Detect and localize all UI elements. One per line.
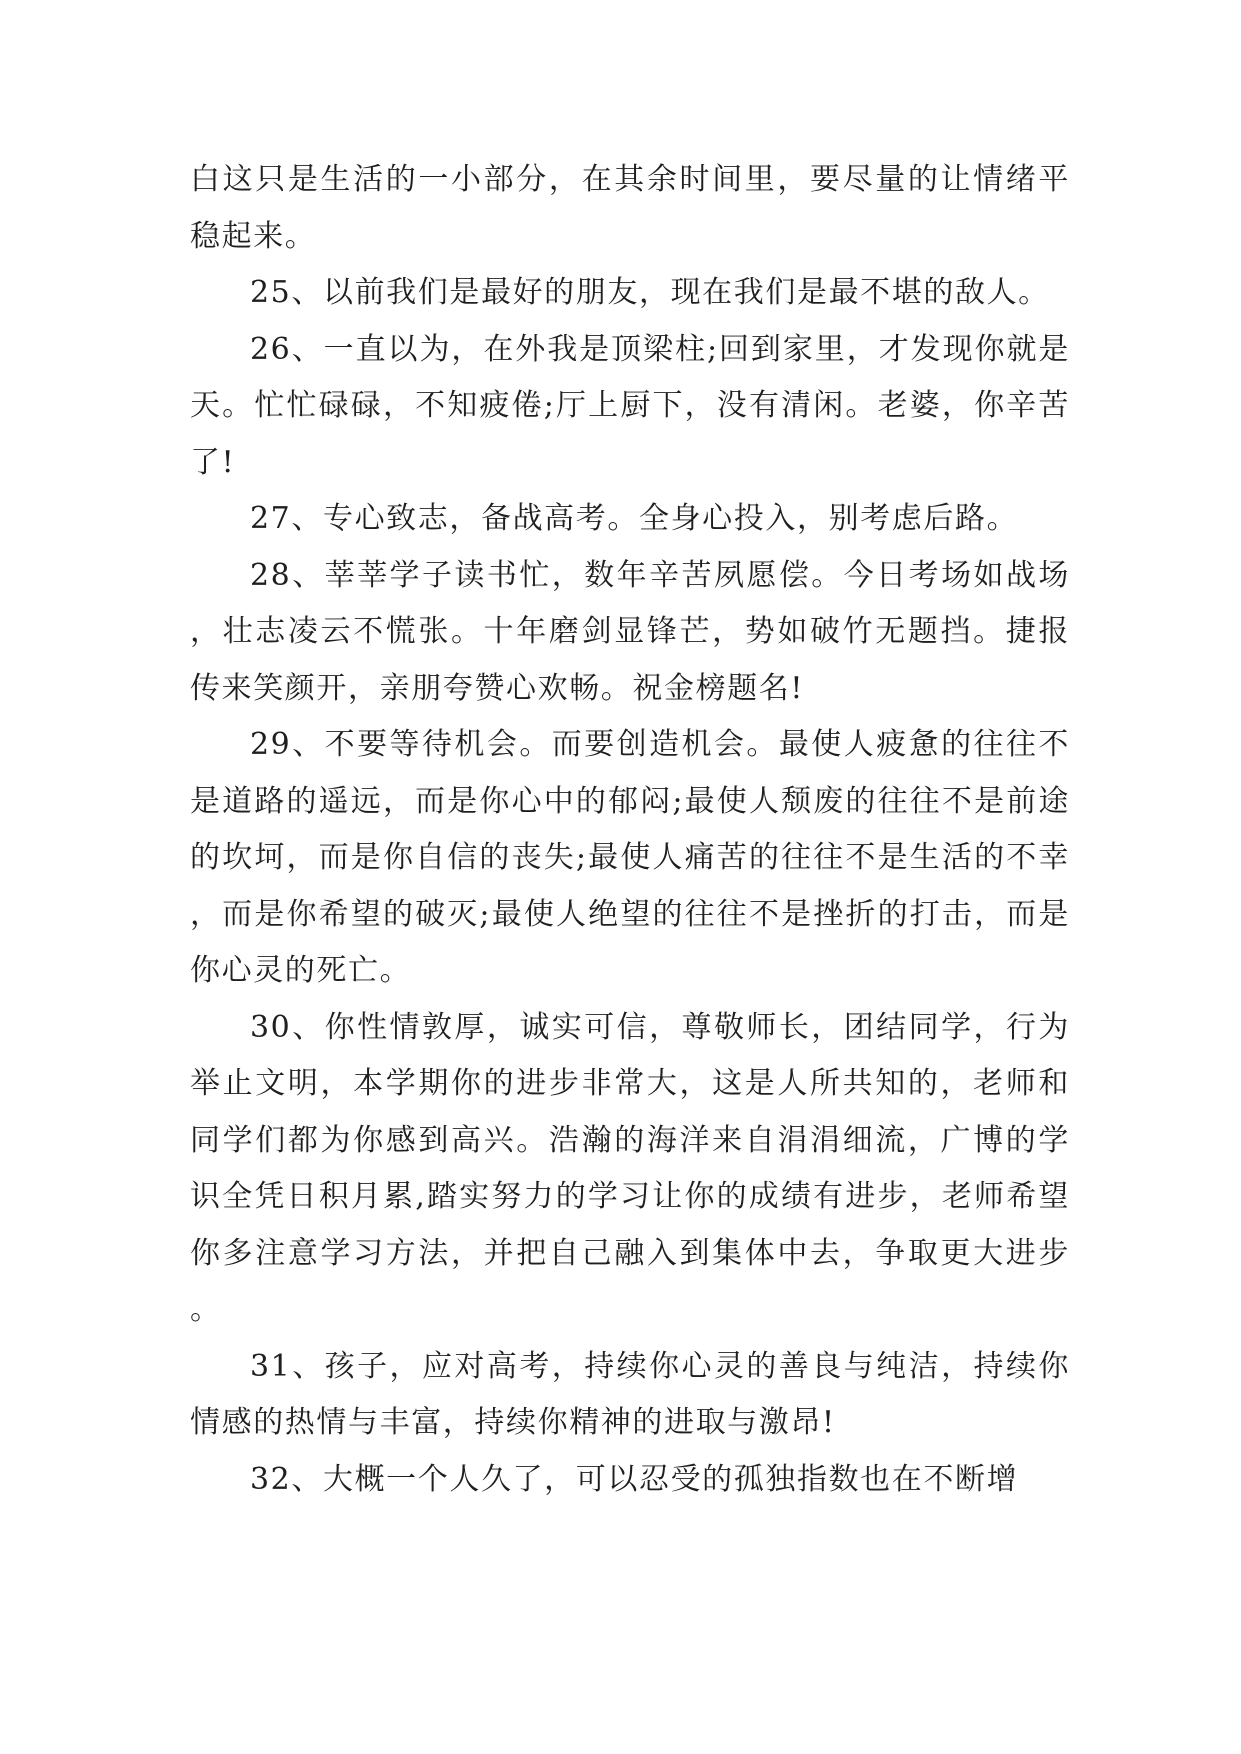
paragraph-item-32: 32、大概一个人久了，可以忍受的孤独指数也在不断增 [250,1461,1019,1497]
paragraph-item-30: 30、你性情敦厚，诚实可信，尊敬师长，团结同学，行为举止文明，本学期你的进步非常大，这是人所共知的，老师和同学们都为你感到高兴。浩瀚的海洋来自涓涓细流，广博的学识全凭日积月累,踏实努力的学习让你的成绩有进步，老师希望你多注意学习方法，并把自己融入到集体中去，争取更大进步。 [190,1009,1070,1327]
paragraph-continuation: 白这只是生活的一小部分，在其余时间里，要尽量的让情绪平稳起来。 [190,162,1070,254]
paragraph-item-26: 26、一直以为，在外我是顶梁柱;回到家里，才发现你就是天。忙忙碌碌，不知疲倦;厅上厨下，没有清闲。老婆，你辛苦了! [190,331,1070,480]
paragraph-item-28: 28、莘莘学子读书忙，数年辛苦夙愿偿。今日考场如战场，壮志凌云不慌张。十年磨剑显锋芒，势如破竹无题挡。捷报传来笑颜开，亲朋夸赞心欢畅。祝金榜题名! [190,557,1070,706]
paragraph-item-31: 31、孩子，应对高考，持续你心灵的善良与纯洁，持续你情感的热情与丰富，持续你精神的进取与激昂! [190,1348,1070,1440]
paragraph-item-25: 25、以前我们是最好的朋友，现在我们是最不堪的敌人。 [250,275,1050,310]
paragraph-item-29: 29、不要等待机会。而要创造机会。最使人疲惫的往往不是道路的遥远，而是你心中的郁闷;最使人颓废的往往不是前途的坎坷，而是你自信的丧失;最使人痛苦的往往不是生活的不幸，而是你希望的破灭;最使人绝望的往往不是挫折的打击，而是你心灵的死亡。 [190,727,1070,988]
paragraph-item-27: 27、专心致志，备战高考。全身心投入，别考虑后路。 [250,501,1019,536]
document-body [190,152,1070,1508]
